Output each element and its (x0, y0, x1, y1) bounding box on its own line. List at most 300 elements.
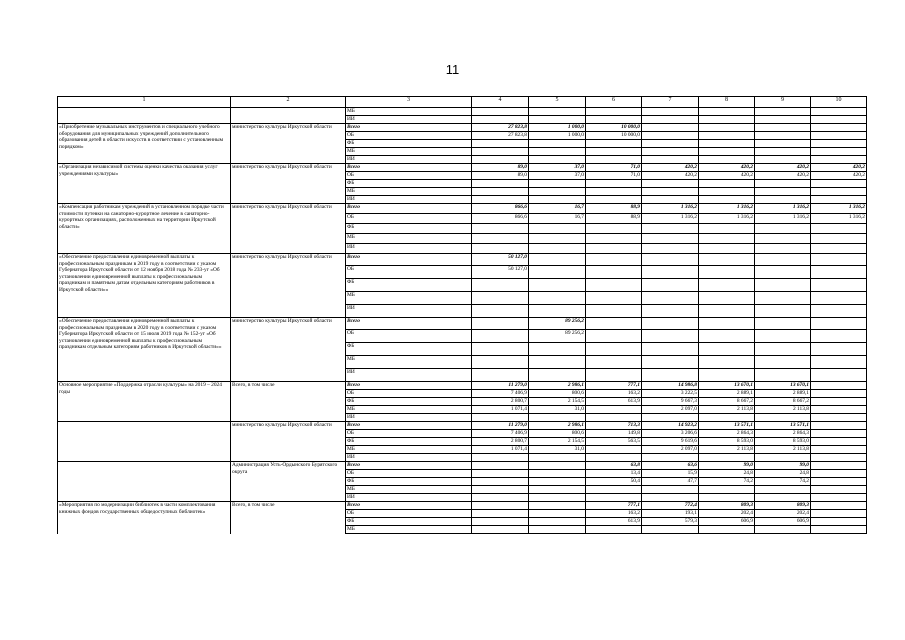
measure-name: «Мероприятия по модернизации библиотек в части комплектования книжных фондов государственных общедоступных библиотек» (58, 502, 231, 534)
value-cell (472, 494, 529, 502)
value-cell: 13 571,1 (755, 422, 811, 430)
value-cell (586, 356, 642, 369)
value-cell (811, 108, 867, 116)
measure-name: «Обеспечение предоставления единовременной выплаты к профессиональным праздникам в 2019 году в соответствии с указом Губернатора Иркутской области от 12 ноября 2018 года № 233-уг «Об установлении единовременной выплаты к профессиональным праздникам и памятным датам отдельным категориям работников в Иркутской области»» (58, 254, 231, 318)
value-cell (529, 196, 586, 204)
value-cell (586, 526, 642, 534)
value-cell (811, 462, 867, 470)
value-cell: 11 279,0 (472, 382, 529, 390)
value-cell: 2 113,8 (755, 406, 811, 414)
value-cell: 16,7 (529, 214, 586, 224)
value-cell (755, 330, 811, 343)
value-cell: 16,7 (529, 204, 586, 214)
value-cell (699, 454, 755, 462)
value-cell (472, 234, 529, 244)
value-cell (755, 140, 811, 148)
value-cell (529, 369, 586, 382)
value-cell: 7 406,9 (472, 390, 529, 398)
header-cell: 5 (529, 97, 586, 108)
value-cell: 89 256,2 (529, 318, 586, 330)
value-cell (755, 318, 811, 330)
funding-source: ИИ (346, 196, 472, 204)
value-cell (642, 369, 699, 382)
value-cell: 149,8 (586, 430, 642, 438)
value-cell (811, 196, 867, 204)
table-row (58, 462, 867, 470)
value-cell (699, 369, 755, 382)
value-cell (586, 180, 642, 188)
page-number: 11 (445, 62, 460, 77)
value-cell (586, 254, 642, 266)
value-cell (529, 305, 586, 318)
value-cell: 2 800,7 (472, 398, 529, 406)
value-cell: 2 097,0 (642, 406, 699, 414)
value-cell (811, 266, 867, 279)
value-cell: 89,0 (472, 164, 529, 172)
funding-source: ИИ (346, 369, 472, 382)
value-cell (811, 156, 867, 164)
value-cell (642, 132, 699, 140)
value-cell (811, 414, 867, 422)
value-cell (699, 116, 755, 124)
value-cell (811, 510, 867, 518)
value-cell: 1 316,2 (642, 204, 699, 214)
value-cell (755, 188, 811, 196)
value-cell (529, 356, 586, 369)
value-cell (472, 148, 529, 156)
value-cell (529, 526, 586, 534)
funding-source: ОБ (346, 330, 472, 343)
value-cell (472, 156, 529, 164)
funding-source: ОБ (346, 510, 472, 518)
funding-source: МБ (346, 108, 472, 116)
value-cell (755, 486, 811, 494)
value-cell: 163,2 (586, 510, 642, 518)
value-cell: 866,6 (472, 204, 529, 214)
value-cell (755, 148, 811, 156)
value-cell (472, 414, 529, 422)
value-cell (699, 244, 755, 254)
value-cell (811, 244, 867, 254)
measure-name (58, 108, 231, 124)
funding-source: МБ (346, 148, 472, 156)
funding-source: Всего (346, 124, 472, 132)
value-cell (472, 188, 529, 196)
header-cell: 8 (699, 97, 755, 108)
value-cell: 420,2 (642, 172, 699, 180)
value-cell (586, 318, 642, 330)
value-cell (529, 224, 586, 234)
value-cell: 88,9 (586, 214, 642, 224)
value-cell (811, 343, 867, 356)
value-cell: 63,8 (586, 462, 642, 470)
value-cell (699, 254, 755, 266)
value-cell (699, 414, 755, 422)
funding-source: ФБ (346, 438, 472, 446)
funding-source: МБ (346, 188, 472, 196)
funding-source: Всего (346, 254, 472, 266)
value-cell (811, 116, 867, 124)
value-cell: 420,2 (755, 164, 811, 172)
value-cell (586, 234, 642, 244)
value-cell: 71,0 (586, 164, 642, 172)
value-cell: 10 000,0 (586, 124, 642, 132)
value-cell: 2 986,1 (529, 382, 586, 390)
value-cell: 2 864,3 (755, 430, 811, 438)
value-cell (811, 330, 867, 343)
value-cell (642, 148, 699, 156)
value-cell (586, 454, 642, 462)
value-cell: 71,0 (586, 172, 642, 180)
value-cell: 27 823,8 (472, 132, 529, 140)
value-cell (811, 292, 867, 305)
value-cell: 2 113,8 (699, 446, 755, 454)
value-cell (699, 180, 755, 188)
funding-source: ИИ (346, 414, 472, 422)
value-cell: 420,2 (811, 172, 867, 180)
value-cell: 13 571,1 (699, 422, 755, 430)
value-cell: 606,9 (755, 518, 811, 526)
value-cell (642, 305, 699, 318)
funding-source: Всего (346, 462, 472, 470)
measure-name: «Компенсация работникам учреждений в установленном порядке части стоимости путевки на санаторно-курортное лечение в санаторно-курортных организациях, расположенных на территории Иркутской области» (58, 204, 231, 254)
funding-source: ФБ (346, 180, 472, 188)
executor: министерство культуры Иркутской области (231, 318, 346, 382)
funding-source: ФБ (346, 224, 472, 234)
value-cell: 713,3 (586, 422, 642, 430)
value-cell: 1 316,2 (642, 214, 699, 224)
value-cell: 89 256,2 (529, 330, 586, 343)
header-cell: 6 (586, 97, 642, 108)
value-cell (755, 526, 811, 534)
table-row (58, 318, 867, 330)
value-cell: 13 670,1 (699, 382, 755, 390)
value-cell (755, 305, 811, 318)
value-cell (699, 318, 755, 330)
value-cell: 50 127,0 (472, 254, 529, 266)
value-cell (755, 234, 811, 244)
value-cell (529, 140, 586, 148)
value-cell: 1 316,2 (755, 204, 811, 214)
value-cell: 2 113,8 (699, 406, 755, 414)
value-cell (586, 244, 642, 254)
value-cell: 193,1 (642, 510, 699, 518)
value-cell (699, 156, 755, 164)
value-cell (755, 356, 811, 369)
funding-source: ОБ (346, 214, 472, 224)
value-cell: 420,2 (755, 172, 811, 180)
value-cell: 606,9 (699, 518, 755, 526)
value-cell (586, 406, 642, 414)
value-cell (755, 343, 811, 356)
value-cell (472, 224, 529, 234)
value-cell: 202,4 (699, 510, 755, 518)
value-cell (472, 486, 529, 494)
value-cell (755, 224, 811, 234)
value-cell (699, 305, 755, 318)
funding-source: ИИ (346, 454, 472, 462)
value-cell: 13,4 (586, 470, 642, 478)
value-cell (642, 140, 699, 148)
value-cell (472, 279, 529, 292)
value-cell: 579,3 (642, 518, 699, 526)
value-cell: 37,0 (529, 172, 586, 180)
value-cell (472, 470, 529, 478)
value-cell (529, 108, 586, 116)
value-cell (699, 188, 755, 196)
value-cell (811, 188, 867, 196)
measure-name: «Обеспечение предоставления единовременной выплаты к профессиональным праздникам в 2020 году в соответствии с указом Губернатора Иркутской области от 15 июля 2019 года № 152-уг «Об установлении единовременной выплаты к профессиональным праздникам отдельным категориям работников в Иркутской области»» (58, 318, 231, 382)
table-row (58, 108, 867, 116)
table-row (58, 164, 867, 172)
value-cell (472, 526, 529, 534)
value-cell (699, 279, 755, 292)
funding-source: МБ (346, 526, 472, 534)
value-cell (811, 486, 867, 494)
funding-source: Всего (346, 204, 472, 214)
value-cell (755, 156, 811, 164)
value-cell (811, 422, 867, 430)
table-row (58, 124, 867, 132)
value-cell (586, 446, 642, 454)
value-cell (755, 180, 811, 188)
value-cell (586, 140, 642, 148)
value-cell (472, 305, 529, 318)
measure-name: Основное мероприятие «Поддержка отрасли культуры» на 2019 – 2024 годы (58, 382, 231, 422)
value-cell (811, 382, 867, 390)
value-cell: 613,9 (586, 398, 642, 406)
value-cell: 420,2 (699, 172, 755, 180)
funding-source: ИИ (346, 244, 472, 254)
value-cell (699, 330, 755, 343)
funding-source: МБ (346, 486, 472, 494)
value-cell: 163,2 (586, 390, 642, 398)
value-cell: 1 071,4 (472, 446, 529, 454)
value-cell (755, 266, 811, 279)
value-cell (586, 494, 642, 502)
value-cell (755, 132, 811, 140)
value-cell (699, 224, 755, 234)
value-cell (529, 266, 586, 279)
funding-source: МБ (346, 406, 472, 414)
value-cell (755, 254, 811, 266)
value-cell: 2 864,3 (699, 430, 755, 438)
value-cell: 1 071,4 (472, 406, 529, 414)
header-cell: 2 (231, 97, 346, 108)
funding-source: ИИ (346, 156, 472, 164)
value-cell (811, 356, 867, 369)
executor: министерство культуры Иркутской области (231, 422, 346, 462)
value-cell (642, 318, 699, 330)
funding-source: ФБ (346, 343, 472, 356)
value-cell (699, 234, 755, 244)
value-cell: 1 316,2 (811, 204, 867, 214)
value-cell (811, 518, 867, 526)
value-cell (642, 494, 699, 502)
value-cell (699, 266, 755, 279)
header-cell: 10 (811, 97, 867, 108)
value-cell (529, 486, 586, 494)
value-cell: 88,9 (586, 204, 642, 214)
header-cell: 7 (642, 97, 699, 108)
executor: министерство культуры Иркутской области (231, 254, 346, 318)
value-cell (472, 140, 529, 148)
funding-source: ОБ (346, 390, 472, 398)
funding-source: ФБ (346, 478, 472, 486)
value-cell (699, 292, 755, 305)
value-cell (811, 224, 867, 234)
funding-source: Всего (346, 382, 472, 390)
value-cell (811, 132, 867, 140)
value-cell (472, 318, 529, 330)
value-cell (472, 116, 529, 124)
value-cell (529, 234, 586, 244)
value-cell: 24,8 (699, 470, 755, 478)
value-cell (586, 148, 642, 156)
value-cell (642, 526, 699, 534)
value-cell (755, 414, 811, 422)
value-cell (642, 254, 699, 266)
value-cell: 772,4 (642, 502, 699, 510)
value-cell (699, 132, 755, 140)
value-cell: 420,2 (699, 164, 755, 172)
value-cell: 777,1 (586, 502, 642, 510)
value-cell (699, 356, 755, 369)
value-cell: 99,0 (699, 462, 755, 470)
value-cell (811, 369, 867, 382)
value-cell (755, 292, 811, 305)
table-row (58, 254, 867, 266)
funding-source: ИИ (346, 494, 472, 502)
value-cell (811, 406, 867, 414)
value-cell (699, 196, 755, 204)
value-cell (642, 266, 699, 279)
executor: министерство культуры Иркутской области (231, 164, 346, 204)
value-cell (642, 188, 699, 196)
value-cell (811, 494, 867, 502)
value-cell (586, 108, 642, 116)
value-cell: 1 316,2 (699, 204, 755, 214)
table-row (58, 382, 867, 390)
value-cell (472, 180, 529, 188)
value-cell (755, 454, 811, 462)
executor: Всего, в том числе (231, 502, 346, 534)
value-cell: 800,6 (529, 390, 586, 398)
value-cell (699, 343, 755, 356)
value-cell: 8 667,2 (755, 398, 811, 406)
value-cell (472, 292, 529, 305)
value-cell (472, 343, 529, 356)
value-cell: 1 000,0 (529, 132, 586, 140)
table-row (58, 204, 867, 214)
value-cell (529, 292, 586, 305)
executor: Всего, в том числе (231, 382, 346, 422)
value-cell: 10 000,0 (586, 132, 642, 140)
value-cell (529, 148, 586, 156)
value-cell (529, 180, 586, 188)
value-cell: 1 000,0 (529, 124, 586, 132)
value-cell (755, 196, 811, 204)
header-cell: 1 (58, 97, 231, 108)
value-cell (699, 140, 755, 148)
funding-source: ФБ (346, 398, 472, 406)
value-cell (755, 369, 811, 382)
value-cell (811, 305, 867, 318)
value-cell: 27 823,8 (472, 124, 529, 132)
value-cell: 809,3 (755, 502, 811, 510)
value-cell (642, 330, 699, 343)
value-cell (811, 438, 867, 446)
value-cell (811, 180, 867, 188)
header-cell: 4 (472, 97, 529, 108)
value-cell: 50,4 (586, 478, 642, 486)
value-cell (586, 266, 642, 279)
value-cell (811, 318, 867, 330)
header-row (58, 97, 867, 108)
value-cell (755, 244, 811, 254)
value-cell (642, 116, 699, 124)
value-cell: 31,0 (529, 446, 586, 454)
value-cell: 2 986,1 (529, 422, 586, 430)
value-cell: 31,0 (529, 406, 586, 414)
value-cell: 1 316,2 (811, 214, 867, 224)
value-cell (586, 116, 642, 124)
value-cell (642, 279, 699, 292)
value-cell (642, 108, 699, 116)
value-cell (472, 369, 529, 382)
value-cell (472, 510, 529, 518)
value-cell: 2 154,5 (529, 398, 586, 406)
value-cell (529, 116, 586, 124)
funding-source: МБ (346, 292, 472, 305)
value-cell (472, 462, 529, 470)
value-cell: 13 670,1 (755, 382, 811, 390)
value-cell: 2 154,5 (529, 438, 586, 446)
value-cell (529, 279, 586, 292)
value-cell (529, 470, 586, 478)
value-cell: 14 986,8 (642, 382, 699, 390)
funding-source: Всего (346, 164, 472, 172)
value-cell (529, 414, 586, 422)
value-cell (642, 343, 699, 356)
value-cell: 3 206,6 (642, 430, 699, 438)
value-cell: 809,3 (699, 502, 755, 510)
value-cell (472, 518, 529, 526)
funding-source: ИИ (346, 305, 472, 318)
value-cell (529, 343, 586, 356)
value-cell (586, 196, 642, 204)
value-cell: 866,6 (472, 214, 529, 224)
value-cell (642, 196, 699, 204)
value-cell: 8 593,0 (699, 438, 755, 446)
value-cell (642, 124, 699, 132)
executor: министерство культуры Иркутской области (231, 204, 346, 254)
value-cell (586, 330, 642, 343)
value-cell (529, 454, 586, 462)
measure-name: «Организация независимой системы оценки качества оказания услуг учреждениями культуры» (58, 164, 231, 204)
value-cell (811, 279, 867, 292)
value-cell (642, 414, 699, 422)
funding-source: ФБ (346, 140, 472, 148)
funding-source: Всего (346, 318, 472, 330)
funding-source: ОБ (346, 172, 472, 180)
value-cell (699, 148, 755, 156)
value-cell: 37,0 (529, 164, 586, 172)
value-cell (811, 390, 867, 398)
value-cell: 8 667,2 (699, 398, 755, 406)
value-cell (642, 244, 699, 254)
value-cell (811, 124, 867, 132)
